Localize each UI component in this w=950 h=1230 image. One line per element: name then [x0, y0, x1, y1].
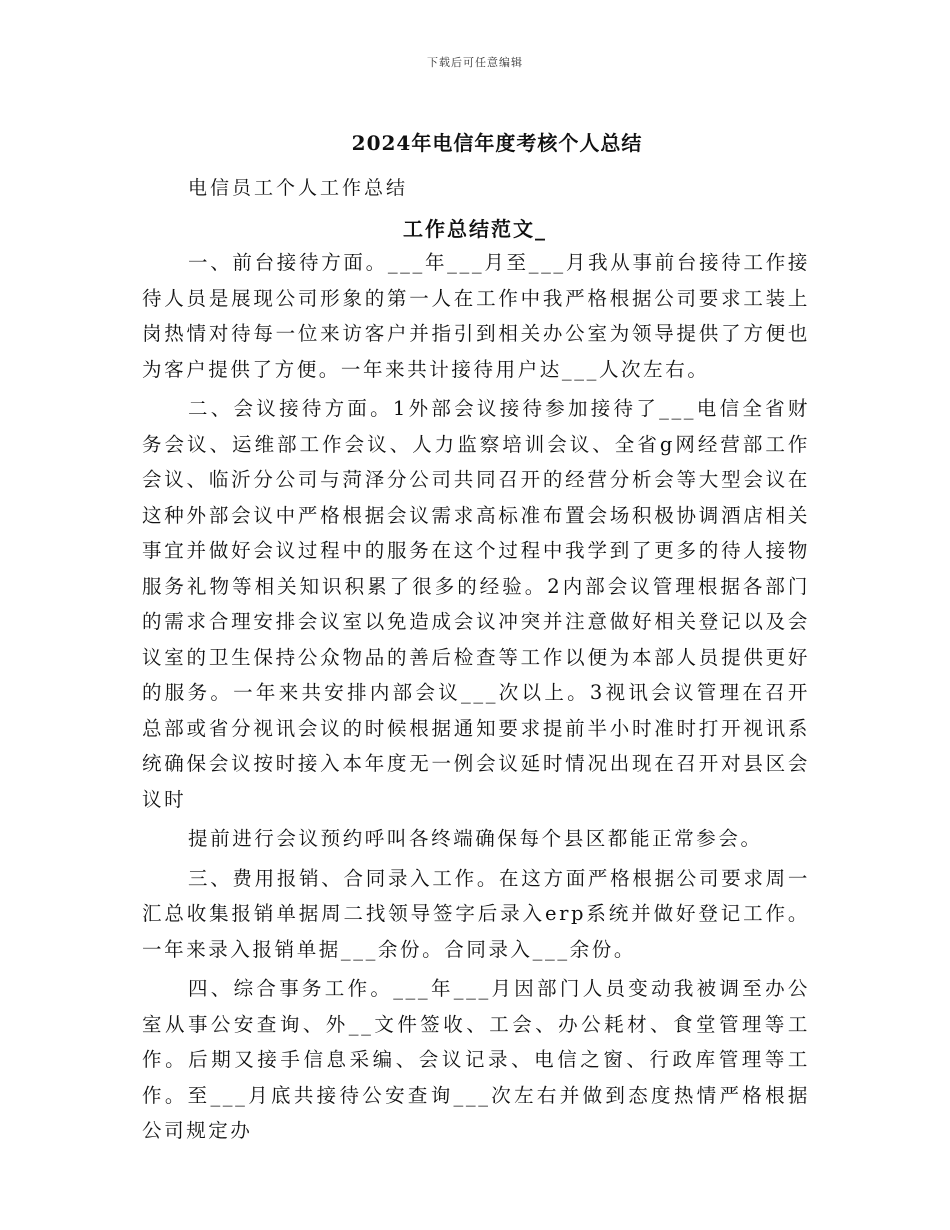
document-title: 2024年电信年度考核个人总结 [351, 131, 643, 155]
paragraph-reception: 一、前台接待方面。___年___月至___月我从事前台接待工作接待人员是展现公司形象的第一人在工作中我严格根据公司要求工装上岗热情对待每一位来访客户并指引到相关办公室为领导提供了方便也为客户提供了方便。一年来共计接待用户达___人次左右。 [142, 251, 810, 381]
document-body [142, 245, 810, 1149]
document-subtitle: 电信员工个人工作总结 [188, 177, 409, 199]
paragraph-general-affairs: 四、综合事务工作。___年___月因部门人员变动我被调至办公室从事公安查询、外__文件签收、工会、办公耗材、食堂管理等工作。后期又接手信息采编、会议记录、电信之窗、行政库管理等工作。至___月底共接待公安查询___次左右并做到态度热情严格根据公司规定办 [142, 977, 810, 1142]
paragraph-meetings-continued: 提前进行会议预约呼叫各终端确保每个县区都能正常参会。 [188, 827, 763, 850]
paragraph-expenses: 三、费用报销、合同录入工作。在这方面严格根据公司要求周一汇总收集报销单据周二找领导签字后录入erp系统并做好登记工作。一年来录入报销单据___余份。合同录入___余份。 [142, 866, 810, 961]
paragraph-meetings: 二、会议接待方面。1外部会议接待参加接待了___电信全省财务会议、运维部工作会议、人力监察培训会议、全省g网经营部工作会议、临沂分公司与菏泽分公司共同召开的经营分析会等大型会议在这种外部会议中严格根据会议需求高标准布置会场积极协调酒店相关事宜并做好会议过程中的服务在这个过程中我学到了更多的待人接物服务礼物等相关知识积累了很多的经验。2内部会议管理根据各部门的需求合理安排会议室以免造成会议冲突并注意做好相关登记以及会议室的卫生保持公众物品的善后检查等工作以便为本部人员提供更好的服务。一年来共安排内部会议___次以上。3视讯会议管理在召开总部或省分视讯会议的时候根据通知要求提前半小时准时打开视讯系统确保会议按时接入本年度无一例会议延时情况出现在召开对县区会议时 [142, 397, 810, 811]
page-header-note: 下载后可任意编辑 [427, 56, 523, 69]
section-title: 工作总结范文_ [403, 217, 547, 241]
